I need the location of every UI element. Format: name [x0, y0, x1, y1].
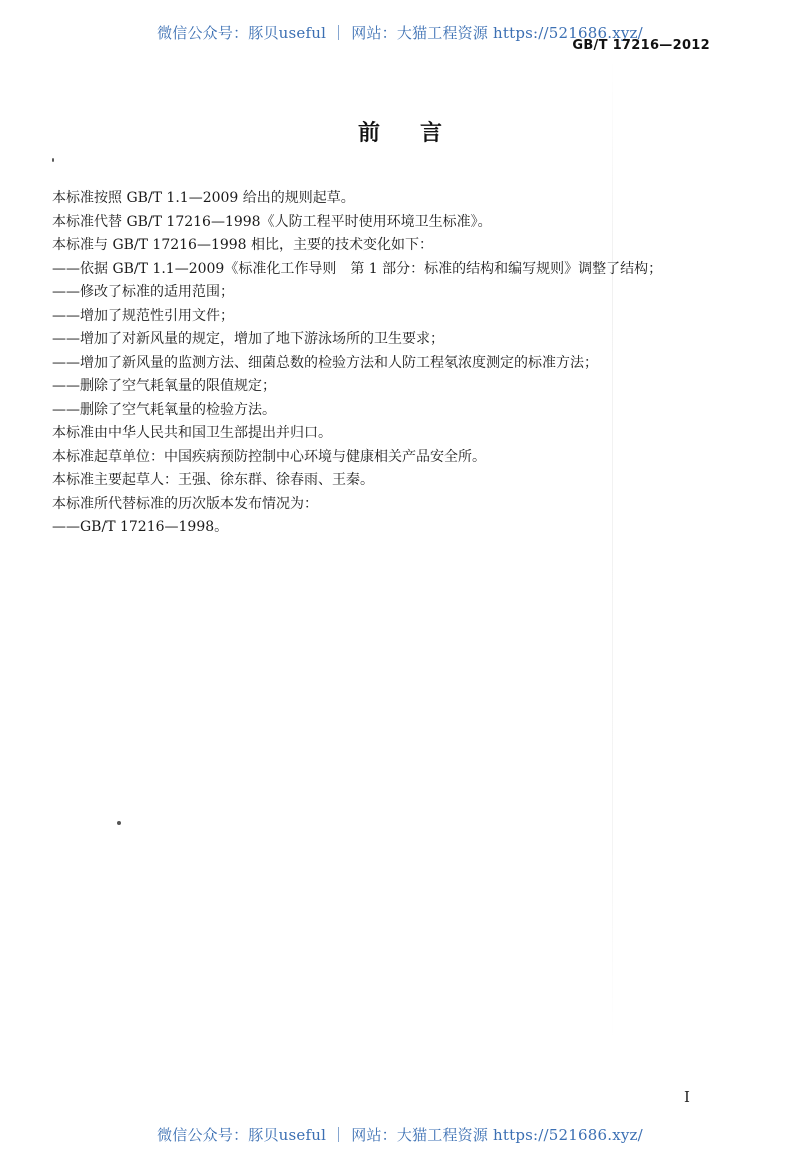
- scan-speck: [117, 821, 121, 825]
- change-item: ——增加了新风量的监测方法、细菌总数的检验方法和人防工程氡浓度测定的标准方法；: [52, 354, 598, 371]
- watermark-bottom: 微信公众号：豚贝useful ｜ 网站：大猫工程资源 https://521686.xyz/: [157, 1126, 643, 1144]
- change-item: ——依据 GB/T 1.1—2009《标准化工作导则 第 1 部分：标准的结构和编写规则》调整了结构；: [52, 260, 663, 277]
- foreword-line: 本标准起草单位：中国疾病预防控制中心环境与健康相关产品安全所。: [52, 448, 486, 465]
- change-item: ——增加了规范性引用文件；: [52, 307, 234, 324]
- foreword-line: 本标准所代替标准的历次版本发布情况为：: [52, 495, 318, 512]
- change-item: ——删除了空气耗氧量的限值规定；: [52, 378, 276, 394]
- foreword-line: 本标准与 GB/T 17216—1998 相比，主要的技术变化如下：: [52, 237, 434, 253]
- standard-number: GB/T 17216—2012: [572, 38, 710, 53]
- watermark-top: 微信公众号：豚贝useful ｜ 网站：大猫工程资源 https://521686.xyz/: [157, 24, 643, 42]
- foreword-line: 本标准主要起草人：王强、徐东群、徐春雨、王秦。: [52, 472, 374, 488]
- change-item: ——增加了对新风量的规定，增加了地下游泳场所的卫生要求；: [52, 331, 444, 347]
- page-title: 前言: [357, 121, 482, 146]
- previous-edition-item: ——GB/T 17216—1998。: [52, 519, 229, 535]
- foreword-body: [52, 187, 752, 540]
- foreword-line: 本标准按照 GB/T 1.1—2009 给出的规则起草。: [52, 190, 355, 206]
- foreword-line: 本标准代替 GB/T 17216—1998《人防工程平时使用环境卫生标准》。: [52, 213, 492, 230]
- page-number: I: [684, 1088, 690, 1106]
- foreword-line: 本标准由中华人民共和国卫生部提出并归口。: [52, 425, 332, 441]
- scan-speck: [52, 158, 54, 162]
- change-item: ——删除了空气耗氧量的检验方法。: [52, 401, 276, 418]
- change-item: ——修改了标准的适用范围；: [52, 284, 234, 300]
